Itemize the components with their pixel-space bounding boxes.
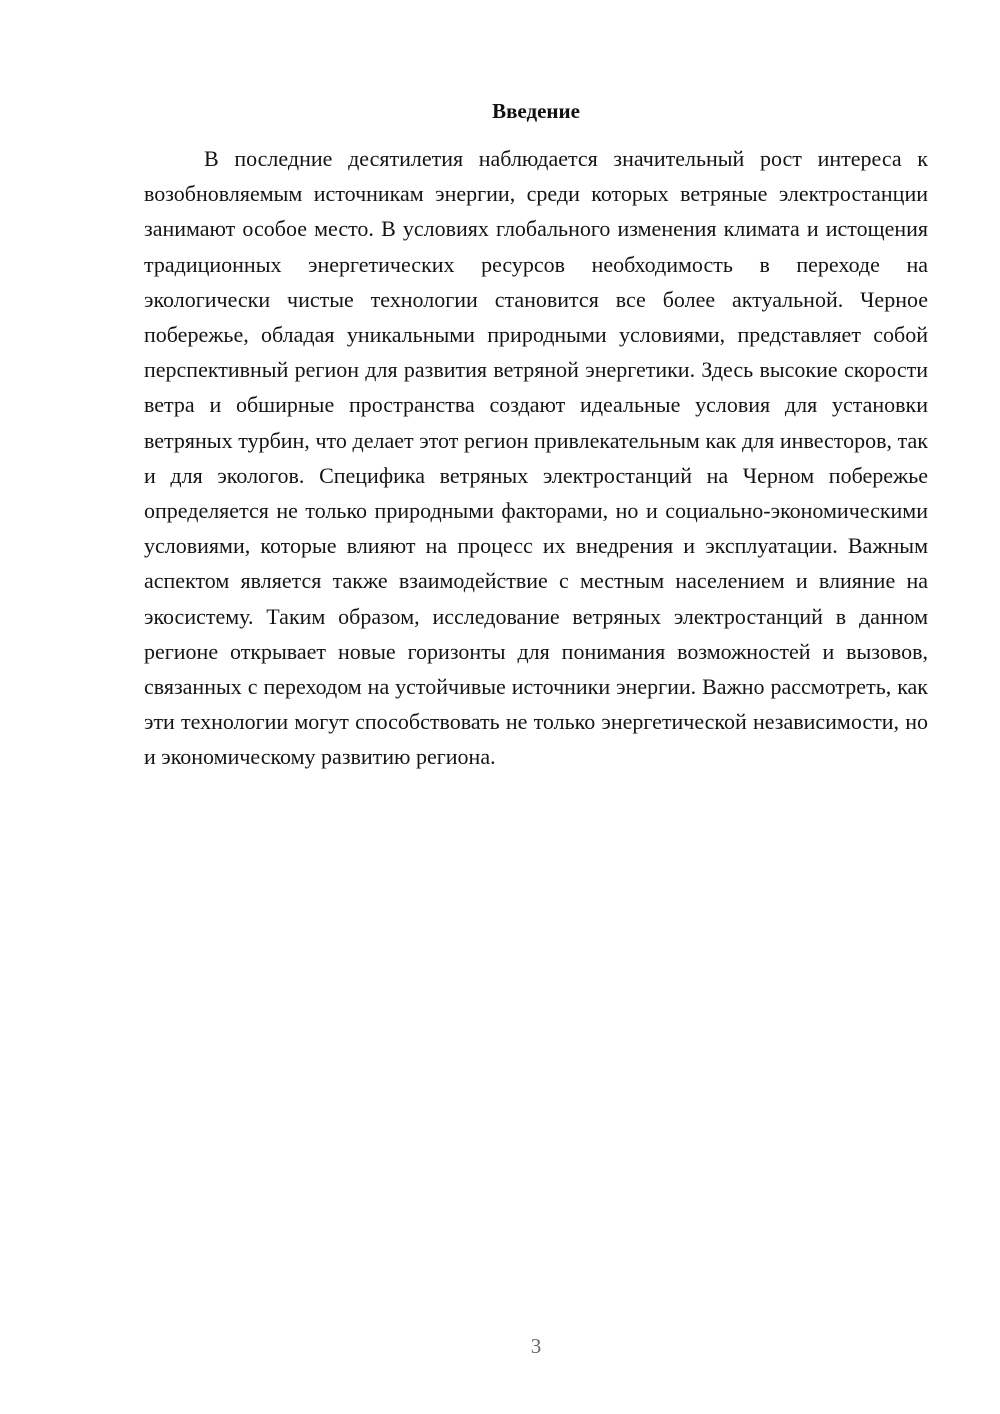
page-number: 3	[530, 1334, 542, 1358]
body-paragraph: В последние десятилетия наблюдается значительный рост интереса к возобновляемым источникам энергии, среди которых ветряные электростанции занимают особое место. В условиях глобального изменения климата и истощения традиционных энергетических ресурсов необходимость в переходе на экологически чистые технологии становится все более актуальной. Черное побережье, обладая уникальными природными условиями, представляет собой перспективный регион для развития ветряной энергетики. Здесь высокие скорости ветра и обширные пространства создают идеальные условия для установки ветряных турбин, что делает этот регион привлекательным как для инвесторов, так и для экологов. Специфика ветряных электростанций на Черном побережье определяется не только природными факторами, но и социально-экономическими условиями, которые влияют на процесс их внедрения и эксплуатации. Важным аспектом является также взаимодействие с местным населением и влияние на экосистему. Таким образом, исследование ветряных электростанций в данном регионе открывает новые горизонты для понимания возможностей и вызовов, связанных с переходом на устойчивые источники энергии. Важно рассмотреть, как эти технологии могут способствовать не только энергетической независимости, но и экономическому развитию региона.	[144, 146, 928, 770]
section-heading: Введение	[492, 99, 580, 123]
